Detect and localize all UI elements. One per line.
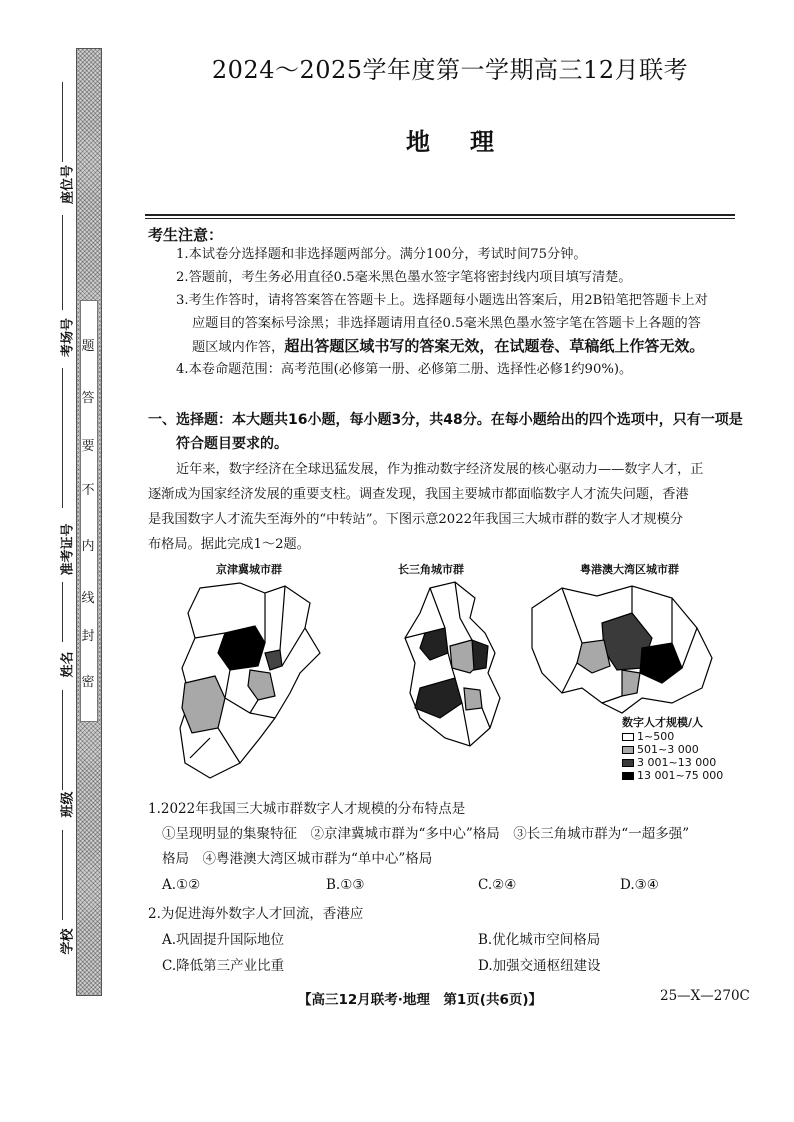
question-1-statement: 格局 ④粤港澳大湾区城市群为“单中心”格局 [162, 851, 433, 867]
notice-item: 2.答题前，考生务必用直径0.5毫米黑色墨水签字笔将密封线内项目填写清楚。 [176, 270, 632, 285]
option-c[interactable]: C.②④ [478, 877, 517, 893]
school-label: 学校 [60, 928, 76, 955]
map-gba [522, 578, 722, 718]
map-jingjinji [170, 578, 330, 788]
notice-item-text: 题区域内作答， [192, 340, 285, 355]
seal-char: 密 [81, 675, 95, 690]
map-title-jjj: 京津冀城市群 [216, 563, 282, 576]
notice-bold-text: 超出答题区域书写的答案无效，在试题卷、草稿纸上作答无效。 [284, 337, 705, 355]
notice-item: 应题目的答案标号涂黑；非选择题请用直径0.5毫米黑色墨水签字笔在答题卡上各题的答 [192, 316, 701, 331]
map-legend [622, 716, 723, 782]
legend-item [622, 756, 723, 769]
option-a[interactable]: A.巩固提升国际地位 [162, 932, 285, 948]
legend-swatch [622, 772, 634, 780]
legend-label: 501~3 000 [637, 742, 699, 756]
seal-char: 内 [81, 539, 95, 554]
option-d[interactable]: D.加强交通枢纽建设 [478, 958, 601, 974]
legend-item [622, 769, 723, 782]
subject-title: 地理 [406, 128, 534, 156]
option-b[interactable]: B.优化城市空间格局 [478, 932, 601, 948]
seal-char: 封 [81, 629, 95, 644]
passage-line: 是我国数字人才流失至海外的“中转站”。下图示意2022年我国三大城市群的数字人才规模分 [148, 512, 683, 527]
exam-title: 2024～2025学年度第一学期高三12月联考 [211, 56, 689, 84]
page-footer: 【高三12月联考·地理 第1页(共6页)】 [298, 992, 543, 1008]
school-line[interactable] [62, 830, 63, 920]
name-line[interactable] [62, 582, 63, 642]
seal-char: 题 [81, 339, 95, 354]
legend-label: 13 001~75 000 [637, 768, 724, 782]
seal-char: 线 [81, 591, 95, 606]
ticket-number-label: 准考证号 [60, 523, 76, 576]
passage-line: 布格局。据此完成1～2题。 [148, 537, 310, 552]
question-2-stem: 2.为促进海外数字人才回流，香港应 [148, 906, 364, 922]
exam-room-label: 考场号 [60, 318, 76, 358]
notice-item: 4.本卷命题范围：高考范围(必修第一册、必修第二册、选择性必修1约90%)。 [176, 362, 633, 377]
class-label: 班级 [60, 791, 76, 818]
seal-char: 不 [81, 483, 95, 498]
name-label: 姓名 [60, 651, 76, 678]
notice-heading: 考生注意： [148, 226, 224, 244]
option-d[interactable]: D.③④ [620, 877, 659, 893]
seat-number-label: 座位号 [60, 165, 76, 205]
option-c[interactable]: C.降低第三产业比重 [162, 958, 285, 974]
legend-label: 3 001~13 000 [637, 755, 717, 769]
notice-item: 3.考生作答时，请将答案答在答题卡上。选择题每小题选出答案后，用2B铅笔把答题卡上对 [176, 293, 708, 308]
option-a[interactable]: A.①② [162, 877, 201, 893]
divider [145, 214, 735, 216]
seat-line[interactable] [62, 82, 63, 162]
passage-line: 近年来，数字经济在全球迅猛发展，作为推动数字经济发展的核心驱动力——数字人才，正 [176, 462, 704, 477]
legend-swatch [622, 759, 634, 767]
notice-item: 1.本试卷分选择题和非选择题两部分。满分100分，考试时间75分钟。 [176, 247, 587, 262]
map-title-gba: 粤港澳大湾区城市群 [580, 563, 679, 576]
legend-label: 1~500 [637, 729, 675, 743]
map-changsanjiao [400, 578, 520, 753]
section-heading: 一、选择题：本大题共16小题，每小题3分，共48分。在每小题给出的四个选项中，只有一项是 [148, 412, 743, 428]
notice-item [192, 335, 704, 359]
question-1-stem: 1.2022年我国三大城市群数字人才规模的分布特点是 [148, 801, 466, 817]
seal-char: 答 [81, 391, 95, 406]
seal-char: 要 [81, 439, 95, 454]
divider [145, 218, 735, 219]
exam-room-line[interactable] [62, 215, 63, 310]
legend-item [622, 743, 723, 756]
legend-swatch [622, 746, 634, 754]
legend-item [622, 730, 723, 743]
option-b[interactable]: B.①③ [326, 877, 365, 893]
seal-window [80, 300, 98, 722]
section-heading-cont: 符合题目要求的。 [176, 436, 288, 452]
legend-swatch [622, 733, 634, 741]
ticket-line[interactable] [62, 368, 63, 508]
question-1-statement: ①呈现明显的集聚特征 ②京津冀城市群为“多中心”格局 ③长三角城市群为“一超多强” [162, 826, 690, 842]
map-title-csj: 长三角城市群 [398, 563, 464, 576]
legend-title: 数字人才规模/人 [622, 716, 704, 729]
passage-line: 逐渐成为国家经济发展的重要支柱。调查发现，我国主要城市都面临数字人才流失问题，香港 [148, 487, 689, 502]
paper-code: 25—X—270C [660, 988, 750, 1004]
